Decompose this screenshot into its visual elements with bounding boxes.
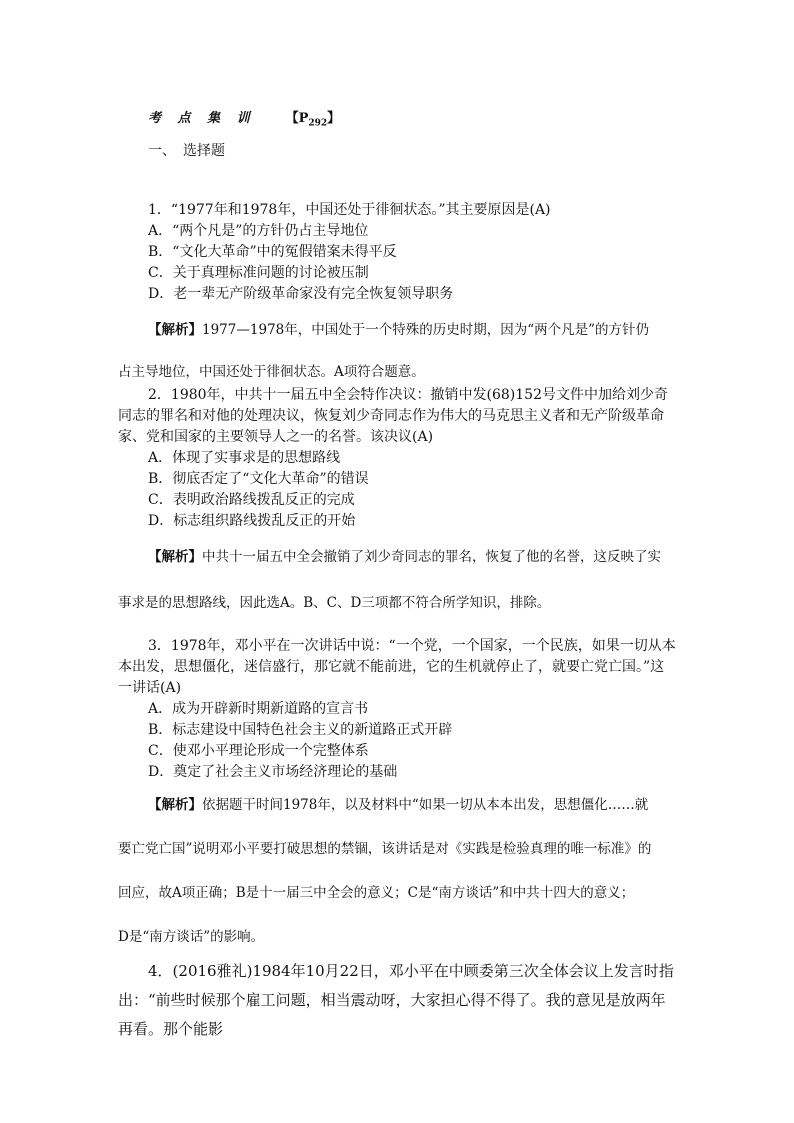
analysis-text: 要亡党亡国”说明邓小平要打破思想的禁锢，该讲话是对《实践是检验真理的唯一标准》的 [118, 841, 652, 857]
analysis-text: D是“南方谈话”的影响。 [118, 929, 265, 945]
question-stem: 1．“1977年和1978年，中国还处于徘徊状态。”其主要原因是(A) [148, 202, 551, 218]
analysis-text: 回应，故A项正确；B是十一届三中全会的意义；C是“南方谈话”和中共十四大的意义； [118, 885, 635, 901]
analysis-tag: 【解析】 [148, 322, 202, 338]
analysis-tag: 【解析】 [148, 797, 202, 813]
option-a: A．“两个凡是”的方针仍占主导地位 [148, 223, 369, 239]
question-1 [118, 200, 678, 305]
option-d: D．奠定了社会主义市场经济理论的基础 [148, 764, 398, 780]
question-2 [118, 385, 678, 532]
section-title: 一、 选择题 [148, 143, 225, 159]
question-4 [118, 957, 678, 1044]
analysis-tag: 【解析】 [148, 549, 202, 565]
option-d: D．老一辈无产阶级革命家没有完全恢复领导职务 [148, 286, 454, 302]
option-d: D．标志组织路线拨乱反正的开始 [148, 513, 356, 529]
header-title: 考 点 集 训 [148, 111, 256, 126]
option-b: B．彻底否定了“文化大革命”的错误 [148, 471, 369, 487]
option-c: C．表明政治路线拨乱反正的完成 [148, 492, 355, 508]
analysis-text: 事求是的思想路线，因此选A。B、C、D三项都不符合所学知识，排除。 [118, 595, 551, 611]
option-a: A．成为开辟新时期新道路的宣言书 [148, 701, 369, 717]
question-3 [118, 636, 678, 783]
analysis-text: 依据题干时间1978年，以及材料中“如果一切从本本出发，思想僵化……就 [202, 797, 649, 813]
option-c: C．使邓小平理论形成一个完整体系 [148, 743, 369, 759]
analysis-2 [118, 545, 678, 611]
analysis-text: 中共十一届五中全会撤销了刘少奇同志的罪名，恢复了他的名誉，这反映了实 [202, 549, 661, 565]
analysis-1 [118, 318, 678, 380]
option-a: A．体现了实事求是的思想路线 [148, 450, 341, 466]
question-stem: 3．1978年，邓小平在一次讲话中说：“一个党，一个国家，一个民族，如果一切从本本出发，思想僵化，迷信盛行，那它就不能前进，它的生机就停止了，就要亡党亡国。”这一讲话(A) [118, 638, 676, 696]
page-reference: 【$P_{292}$】 [285, 111, 341, 129]
page-header [148, 107, 340, 129]
option-b: B．标志建设中国特色社会主义的新道路正式开辟 [148, 722, 453, 738]
analysis-text: 1977—1978年，中国处于一个特殊的历史时期，因为“两个凡是”的方针仍 [202, 322, 650, 338]
question-stem: 2．1980年，中共十一届五中全会特作决议：撤销中发(68)152号文件中加给刘少奇同志的罪名和对他的处理决议，恢复刘少奇同志作为伟大的马克思主义者和无产阶级革命家、党和国家的主要领导人之一的名誉。该决议(A) [118, 387, 668, 445]
analysis-3 [118, 793, 678, 945]
option-c: C．关于真理标准问题的讨论被压制 [148, 265, 369, 281]
option-b: B．“文化大革命”中的冤假错案未得平反 [148, 244, 397, 260]
question-stem: 4．(2016雅礼)1984年10月22日，邓小平在中顾委第三次全体会议上发言时指出：“前些时候那个雇工问题，相当震动呀，大家担心得不得了。我的意见是放两年再看。那个能影 [118, 962, 674, 1038]
analysis-text: 占主导地位，中国还处于徘徊状态。A项符合题意。 [118, 364, 425, 380]
